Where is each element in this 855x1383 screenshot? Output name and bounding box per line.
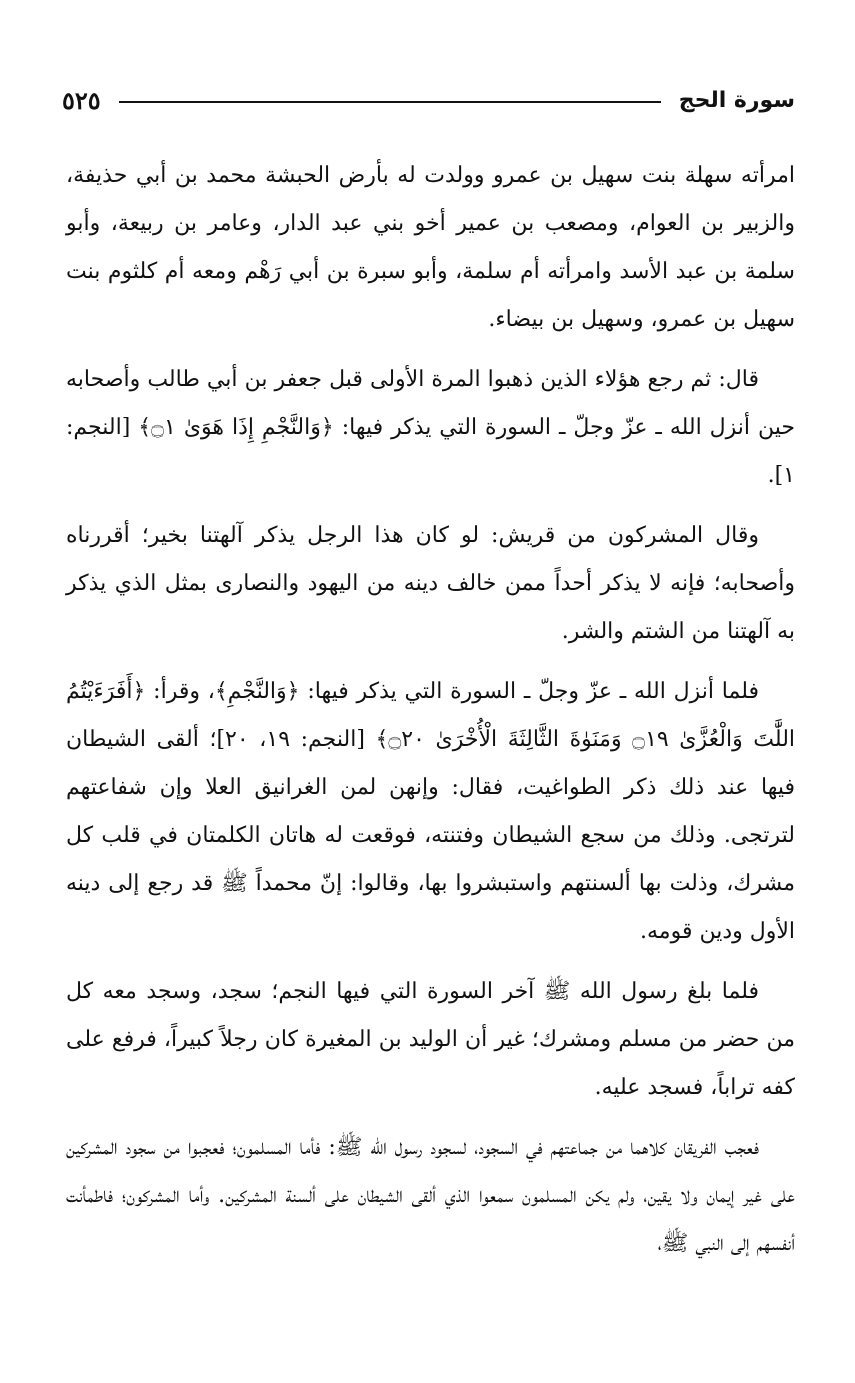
paragraph-prostration: فلما بلغ رسول الله ﷺ آخر السورة التي فيها النجم؛ سجد، وسجد معه كل من حضر من مسلم ومشرك؛ غير أن الوليد بن المغيرة كان رجلاً كبيراً، فرفع على كفه تراباً، فسجد عليه. — [66, 979, 795, 1100]
header-rule — [119, 101, 661, 103]
paragraph-amazement: فعجب الفريقان كلاهما من جماعتهم في السجود، لسجود رسول الله ﷺ: فأما المسلمون؛ فعجبوا من سجود المشركين على غير إيمان ولا يقين، ولم يكن المسلمون سمعوا الذي ألقى الشيطان على ألسنة المشركين. وأما المشركون؛ فاطمأنت أنفسهم إلى النبي ﷺ، — [66, 1135, 795, 1256]
paragraph-return-of-emigrants: قال: ثم رجع هؤلاء الذين ذهبوا المرة الأولى قبل جعفر بن أبي طالب وأصحابه حين أنزل الله ـ عزّ وجلّ ـ السورة التي يذكر فيها: ﴿وَالنَّجْمِ إِذَا هَوَىٰ ۝١﴾ [النجم: ١]. — [66, 367, 795, 488]
body-text — [66, 152, 795, 1280]
paragraph-revelation-of-najm: فلما أنزل الله ـ عزّ وجلّ ـ السورة التي يذكر فيها: ﴿وَالنَّجْمِ﴾، وقرأ: ﴿أَفَرَءَيْتُمُ اللَّٰتَ وَالْعُزَّىٰ ۝١٩ وَمَنَوٰةَ الثَّالِثَةَ الْأُخْرَىٰ ۝٢٠﴾ [النجم: ١٩، ٢٠]؛ ألقى الشيطان فيها عند ذلك ذكر الطواغيت، فقال: وإنهن لمن الغرانيق العلا وإن شفاعتهم لترتجى. وذلك من سجع الشيطان وفتنته، فوقعت له هاتان الكلمتان في قلب كل مشرك، وذلت بها ألسنتهم واستبشروا بها، وقالوا: إنّ محمداً ﷺ قد رجع إلى دينه الأول ودين قومه. — [66, 679, 796, 944]
page-header — [62, 80, 795, 120]
page-number: ٥٢٥ — [62, 85, 101, 115]
paragraph-continuation: امرأته سهلة بنت سهيل بن عمرو وولدت له بأرض الحبشة محمد بن أبي حذيفة، والزبير بن العوام، ومصعب بن عمير أخو بني عبد الدار، وعامر بن ربيعة، وأبو سلمة بن عبد الأسد وامرأته أم سلمة، وأبو سبرة بن أبي رَهْم ومعه أم كلثوم بنت سهيل بن عمرو، وسهيل بن بيضاء. — [66, 163, 795, 332]
surah-title: سورة الحج — [678, 87, 795, 113]
paragraph-quraysh-statement: وقال المشركون من قريش: لو كان هذا الرجل يذكر آلهتنا بخير؛ أقررناه وأصحابه؛ فإنه لا يذكر أحداً ممن خالف دينه من اليهود والنصارى بمثل الذي يذكر به آلهتنا من الشتم والشر. — [66, 523, 795, 644]
